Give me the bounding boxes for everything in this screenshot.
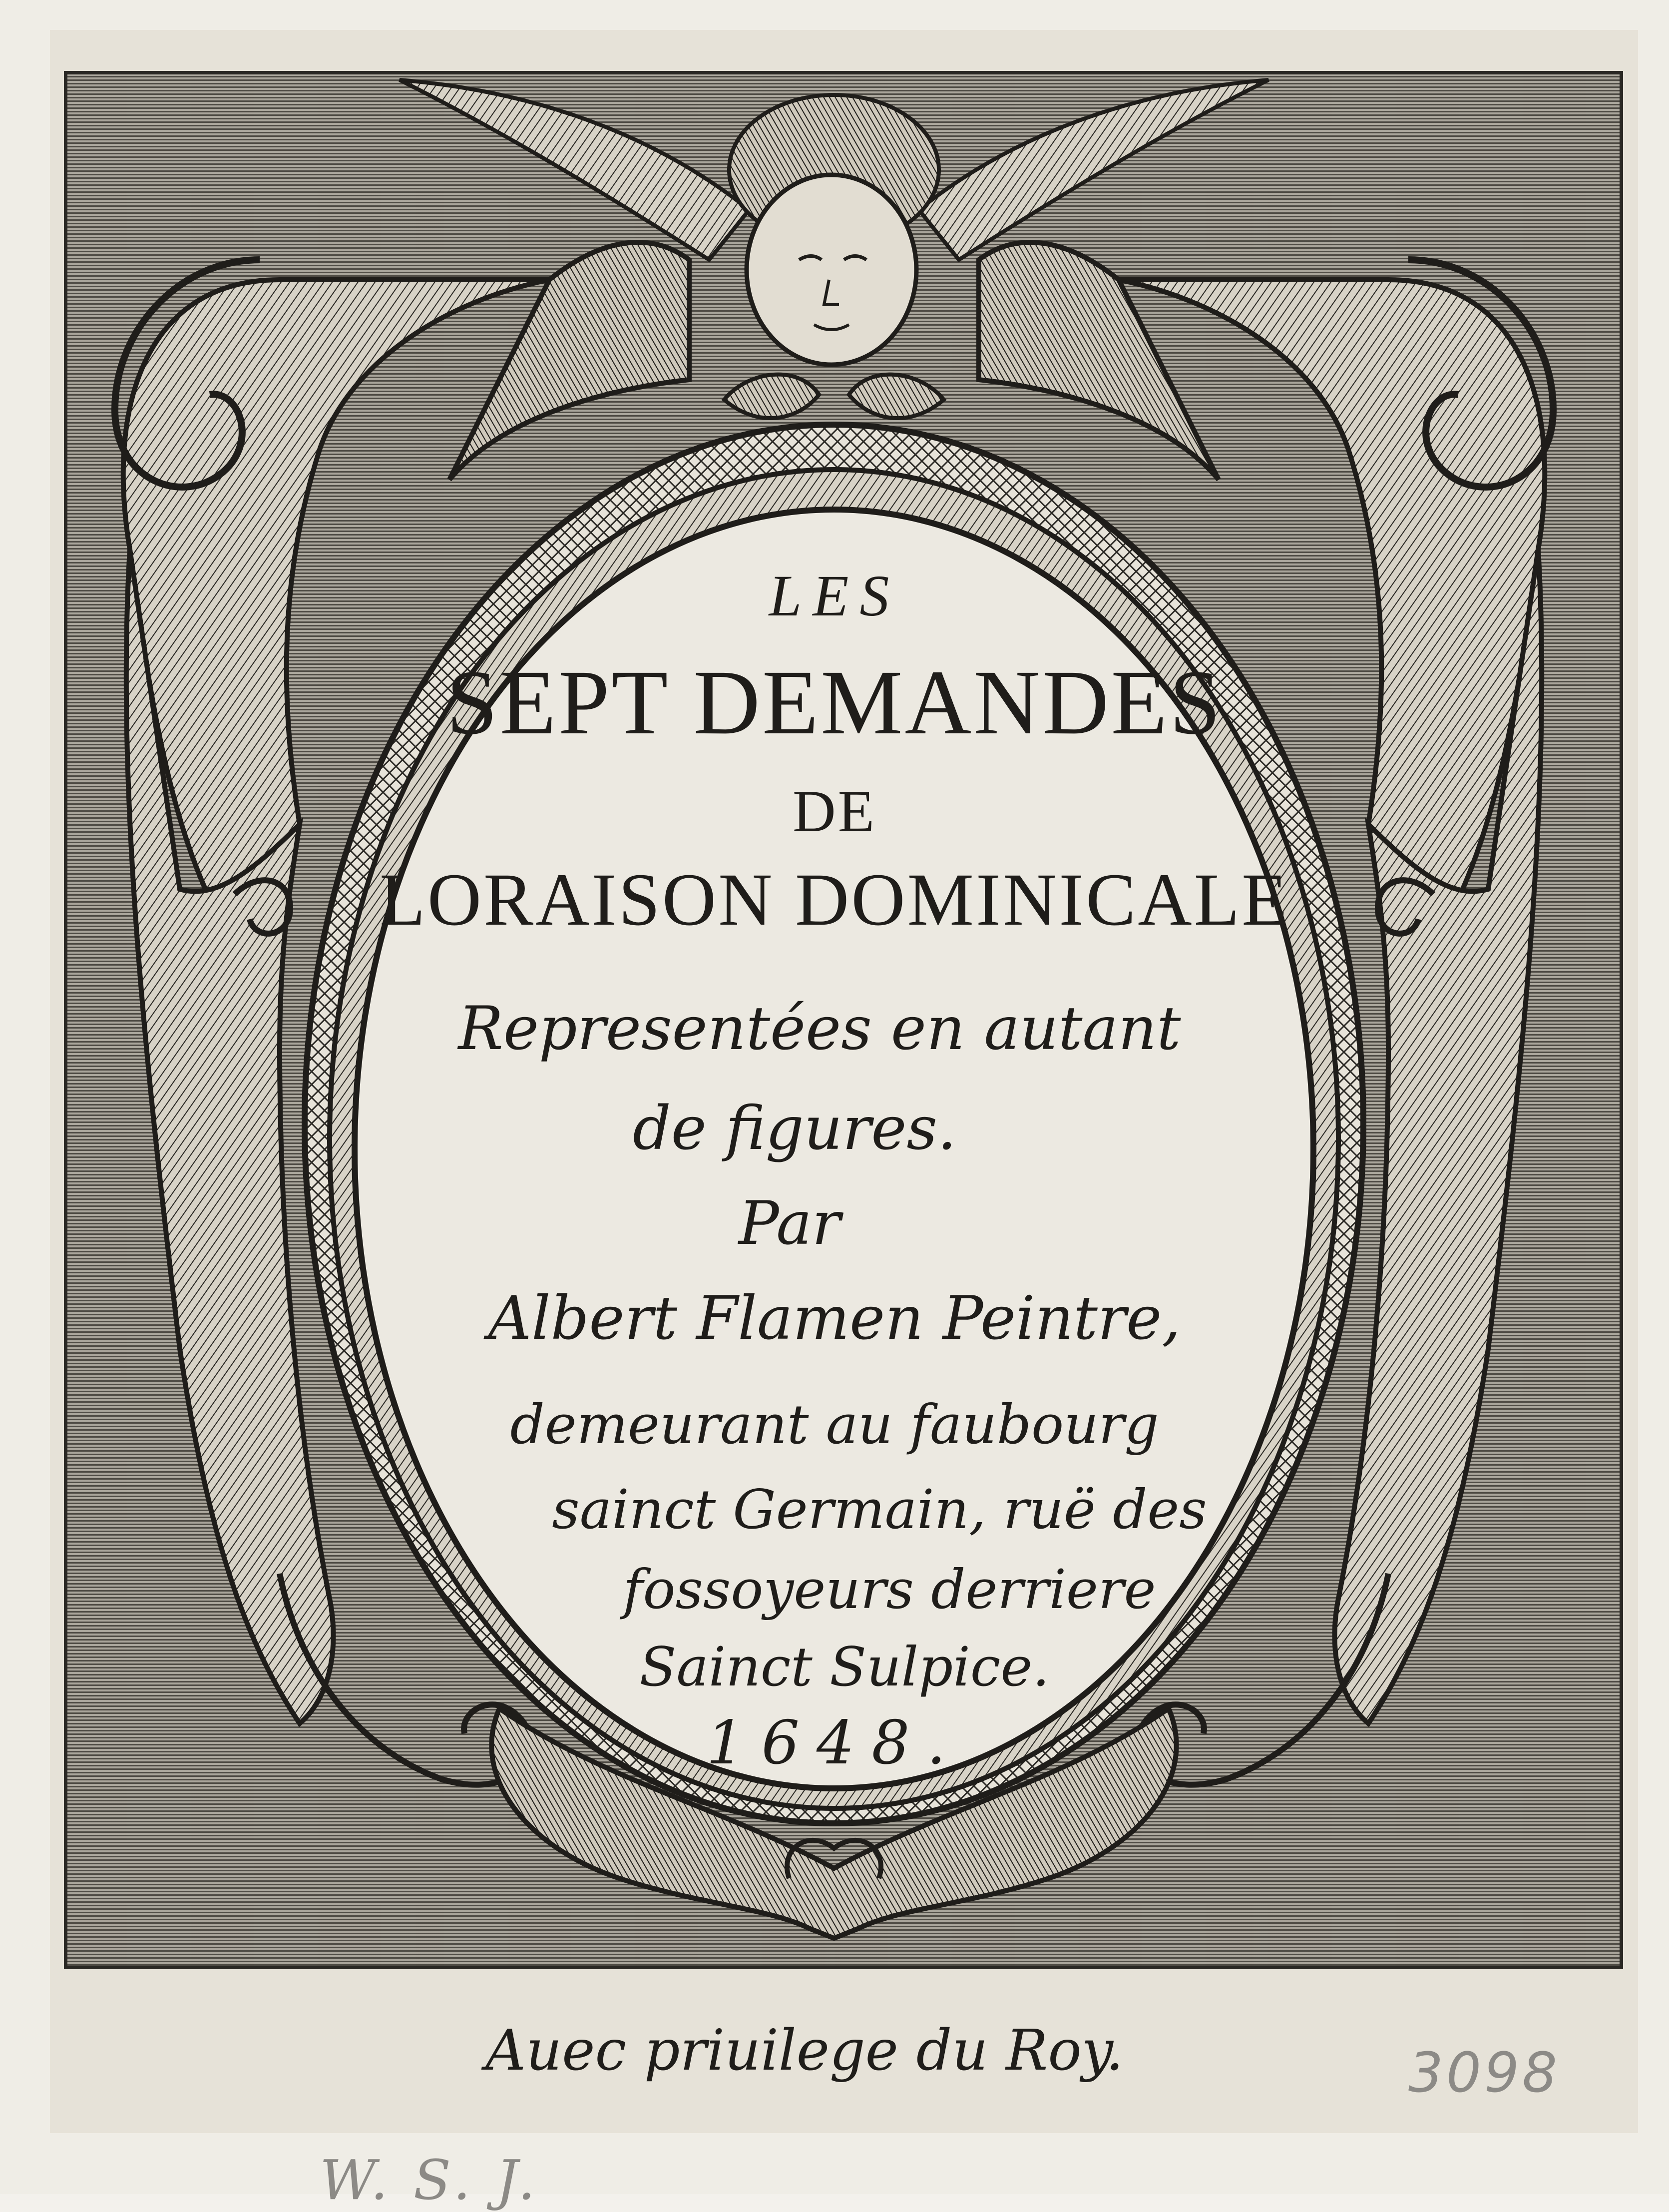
title-line-de: DE: [793, 778, 876, 844]
author-name: Albert Flamen Peintre,: [488, 1284, 1181, 1353]
address-line-3: fossoyeurs derriere: [623, 1559, 1156, 1621]
author-par: Par: [738, 1189, 841, 1258]
subtitle-line-figures: de figures.: [632, 1094, 957, 1163]
address-line-1: demeurant au faubourg: [510, 1394, 1159, 1456]
privilege-line: Auec priuilege du Roy.: [485, 2018, 1124, 2083]
title-line-sept-demandes: SEPT DEMANDES: [446, 651, 1223, 754]
title-line-les: LES: [769, 563, 900, 628]
address-line-4: Sainct Sulpice.: [639, 1636, 1050, 1698]
handwritten-mark: W. S. J.: [320, 2148, 539, 2212]
inventory-number: 3098: [1408, 2041, 1560, 2105]
address-line-2: sainct Germain, ruë des: [552, 1479, 1207, 1541]
title-line-loraison: LORAISON DOMINICALE: [380, 858, 1289, 941]
subtitle-line-representees: Representées en autant: [458, 994, 1181, 1064]
publication-year: 1648.: [706, 1708, 963, 1778]
